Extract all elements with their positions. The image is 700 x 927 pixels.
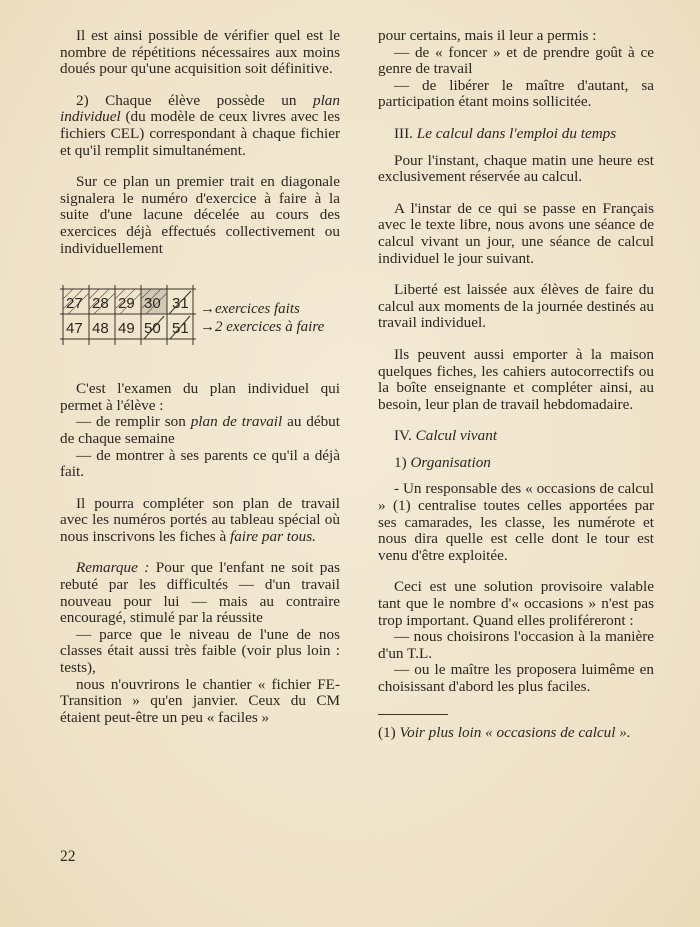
paragraph: — de libérer le maître d'autant, sa participation étant moins sollicitée. [378,76,654,111]
grid-number: 50 [144,320,161,338]
left-column [60,28,340,726]
section-title: Le calcul dans l'emploi du temps [416,124,617,142]
paragraph: pour certains, mais il leur a permis : [378,27,597,44]
paragraph: Liberté est laissée aux élèves de faire du calcul aux moments de la journée destinés au travail individuel. [378,281,654,332]
footnote [378,725,654,742]
subsection-title: Organisation [410,453,491,471]
grid-label-done: →exercices faits [200,301,300,318]
exercise-plan-figure [60,285,340,363]
paragraph: Sur ce plan un premier trait en diagonale signalera le numéro d'exercice à faire à la suite d'une lacune décelée au cours des exercices déjà effectués collectivement ou individuellement [60,173,340,257]
grid-number: 47 [66,320,83,338]
section-number: IV. [394,427,416,445]
paragraph: — nous choisirons l'occasion à la manière d'un T.L. [378,628,654,662]
paragraph: Il est ainsi possible de vérifier quel est le nombre de répétitions nécessaires aux moins doués pour qu'une acquisition soit définitive. [60,27,340,78]
paragraph [60,496,340,546]
emphasis: faire par tous. [229,527,316,545]
grid-number: 49 [118,320,135,338]
paragraph: C'est l'examen du plan individuel qui permet à l'élève : [60,380,340,414]
paragraph: A l'instar de ce qui se passe en Français avec le texte libre, nous avons une séance de calcul vivant un jour, une séance de calcul individuel le jour suivant. [378,199,654,267]
emphasis: Remarque : [76,559,150,577]
footnote-number: (1) [378,723,400,741]
text-run: (du modèle de ceux livres avec les fichiers CEL) correspondant à chaque fichier et qu'il remplit simultanément. [60,108,340,159]
text-run: Pour que l'enfant ne soit pas rebuté par les difficultés — d'un travail nouveau pour lui — mais au contraire encouragé, stimulé par la réussite [60,559,341,627]
paragraph: - Un responsable des « occasions de calcul » (1) centralise toutes celles apportées par ses camarades, les classe, les numérote et nous dira quelle est celle dont le tour est venu d'être exploitée. [378,480,654,564]
text-run: 2) Chaque élève possède un [76,91,313,109]
section-title: Calcul vivant [415,427,498,445]
section-heading [378,126,654,143]
page-number: 22 [60,848,76,865]
grid-number: 51 [172,320,189,338]
paragraph: — parce que le niveau de l'une de nos classes était aussi très faible (voir plus loin : tests), [60,625,340,677]
footnote-text: Voir plus loin « occasions de calcul ». [399,723,631,741]
grid-number: 28 [92,295,109,313]
paragraph: nous n'ouvrirons le chantier « fichier FE-Transition » qu'en janvier. Ceux du CM étaient peut-être un peu « faciles » [60,675,340,726]
grid-number: 31 [172,295,189,313]
paragraph: Pour l'instant, chaque matin une heure est exclusivement réservée au calcul. [378,151,654,186]
right-column [378,28,654,741]
emphasis: plan individuel [60,91,340,126]
emphasis: plan de travail [190,413,283,431]
paragraph: — de « foncer » et de prendre goût à ce genre de travail [378,43,654,78]
paragraph: — ou le maître les proposera luimême en choisissant d'abord les plus faciles. [378,661,654,695]
subsection-heading [378,455,654,472]
grid-number: 48 [92,320,109,338]
paragraph: Ceci est une solution provisoire valable tant que le nombre d'« occasions » n'est pas trop important. Quand elles proliféreront : [378,578,654,629]
exercise-grid [60,285,200,355]
footnote-divider [378,714,448,715]
paragraph [60,560,340,626]
section-number: III. [394,124,417,142]
section-heading [378,428,654,445]
text-run: Il pourra compléter son plan de travail avec les numéros portés au tableau spécial où nous inscrivons les fiches à [60,494,340,545]
paragraph [60,93,340,159]
text-run: au début de chaque semaine [60,413,340,447]
grid-number: 30 [144,295,161,313]
grid-number: 29 [118,295,135,313]
text-run: — de remplir son [76,413,191,431]
subsection-number: 1) [394,453,411,471]
grid-label-todo: →2 exercices à faire [200,319,325,336]
paragraph [60,414,340,447]
grid-number: 27 [66,295,83,313]
paragraph: Ils peuvent aussi emporter à la maison quelques fiches, les cahiers autocorrectifs ou la boîte enseignante et compléter ainsi, au besoin, leur plan de travail hebdomadaire. [378,345,654,413]
paragraph: — de montrer à ses parents ce qu'il a déjà fait. [60,446,340,481]
